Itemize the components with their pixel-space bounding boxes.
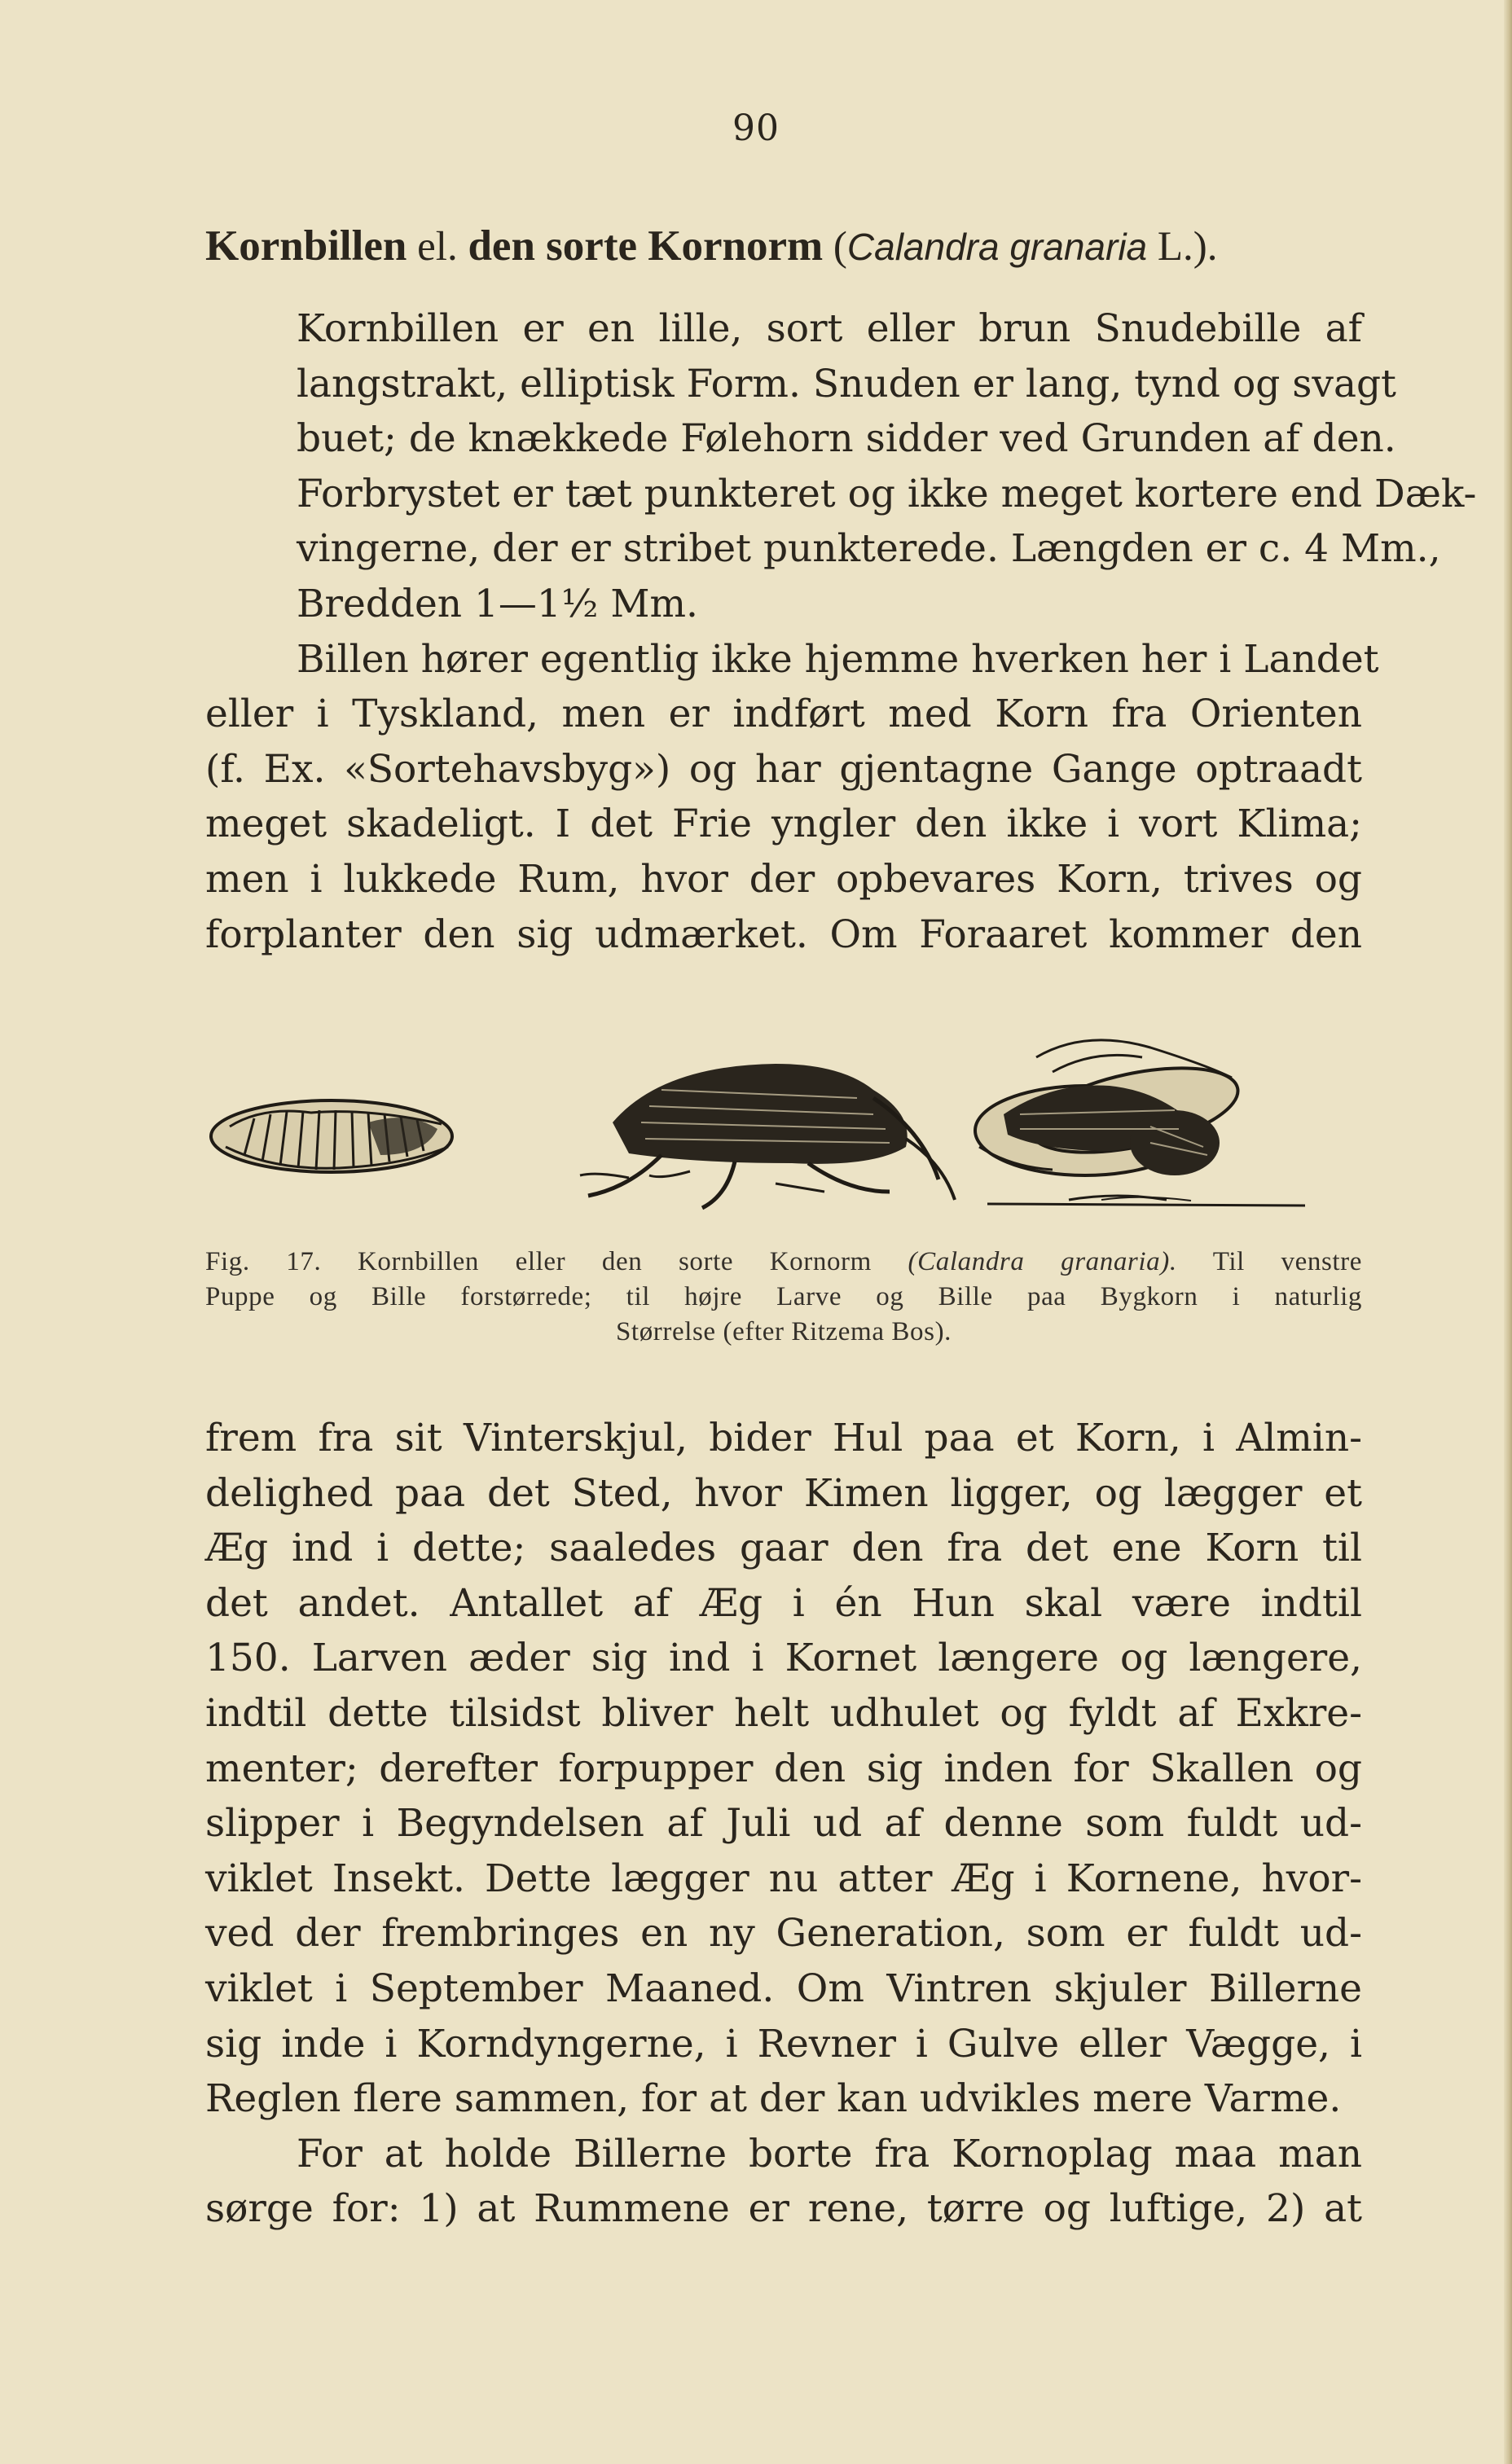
text-line: Æg ind i dette; saaledes gaar den fra det ene Korn til [205, 1526, 1362, 1571]
heading-title-2: den sorte Kornorm [468, 222, 824, 270]
text-line: For at holde Billerne borte fra Kornoplag maa man [297, 2131, 1362, 2176]
text-line: eller i Tyskland, men er indført med Korn fra Orienten [205, 692, 1362, 737]
heading-paren: ( [823, 224, 847, 270]
text-line: sig inde i Korndyngerne, i Revner i Gulve eller Vægge, i [205, 2021, 1362, 2067]
text-line: buet; de knækkede Følehorn sidder ved Grunden af den. [297, 416, 1396, 462]
paragraph-description [205, 301, 1477, 632]
text-line: Reglen flere sammen, for at der kan udvikles mere Varme. [205, 2076, 1342, 2122]
text-line: Billen hører egentlig ikke hjemme hverken her i Landet [297, 636, 1379, 682]
text-line: viklet i September Maaned. Om Vintren skjuler Billerne [205, 1965, 1362, 2011]
caption-rest: Til venstre [1176, 1247, 1362, 1276]
paragraph-origin [205, 632, 1379, 963]
caption-line [205, 1245, 1362, 1280]
text-line: (f. Ex. «Sortehavsbyg») og har gjentagne Gange optraadt [205, 746, 1362, 792]
heading-latin-name: Calandra granaria [846, 226, 1148, 268]
text-line: indtil dette tilsidst bliver helt udhulet og fyldt af Exkre- [205, 1690, 1362, 1736]
text-line: vingerne, der er stribet punkterede. Længden er c. 4 Mm., [297, 526, 1441, 572]
page-number: 90 [732, 108, 780, 149]
larva-and-beetle-on-barley-illustration [975, 1040, 1305, 1206]
figure-17 [205, 1033, 1362, 1220]
heading-title: Kornbillen [205, 222, 407, 270]
text-line: Bredden 1—1½ Mm. [297, 581, 698, 626]
text-line: meget skadeligt. I det Frie yngler den ikke i vort Klima; [205, 802, 1362, 847]
pupa-illustration [211, 1100, 452, 1172]
paragraph-prevention [205, 2127, 1362, 2237]
text-block-bottom [205, 1411, 1362, 2237]
text-line: delighed paa det Sted, hvor Kimen ligger, og lægger et [205, 1470, 1362, 1516]
heading-connector: el. [407, 224, 468, 270]
page-edge [1504, 0, 1512, 2464]
text-line: langstrakt, elliptisk Form. Snuden er lang, tynd og svagt [297, 361, 1396, 406]
text-block-top [205, 301, 1477, 962]
caption-latin: (Calandra granaria). [908, 1247, 1177, 1276]
text-line: forplanter den sig udmærket. Om Foraaret kommer den [205, 911, 1362, 957]
text-line: ved der frembringes en ny Generation, som er fuldt ud- [205, 1911, 1362, 1957]
beetle-illustration [580, 1064, 955, 1208]
caption-prefix: Fig. 17. Kornbillen eller den sorte Kornorm [205, 1247, 908, 1276]
caption-line: Størrelse (efter Ritzema Bos). [615, 1317, 952, 1346]
text-line: 150. Larven æder sig ind i Kornet længere og længere, [205, 1636, 1362, 1681]
text-line: slipper i Begyndelsen af Juli ud af denne som fuldt ud- [205, 1801, 1362, 1847]
text-line: det andet. Antallet af Æg i én Hun skal være indtil [205, 1580, 1362, 1626]
figure-caption [205, 1245, 1362, 1350]
text-line: viklet Insekt. Dette lægger nu atter Æg i Kornene, hvor- [205, 1856, 1362, 1901]
section-heading [205, 218, 1362, 275]
text-line: frem fra sit Vinterskjul, bider Hul paa et Korn, i Almin- [205, 1416, 1362, 1460]
caption-line: Puppe og Bille forstørrede; til højre Larve og Bille paa Bygkorn i naturlig [205, 1282, 1362, 1311]
paragraph-lifecycle [205, 1411, 1362, 2127]
text-line: Kornbillen er en lille, sort eller brun Snudebille af [297, 306, 1362, 351]
heading-author: L.). [1147, 224, 1218, 270]
text-line: men i lukkede Rum, hvor der opbevares Korn, trives og [205, 856, 1362, 902]
text-line: menter; derefter forpupper den sig inden for Skallen og [205, 1746, 1362, 1791]
text-line: sørge for: 1) at Rummene er rene, tørre og luftige, 2) at [205, 2186, 1362, 2232]
text-line: Forbrystet er tæt punkteret og ikke meget kortere end Dæk- [297, 471, 1477, 516]
